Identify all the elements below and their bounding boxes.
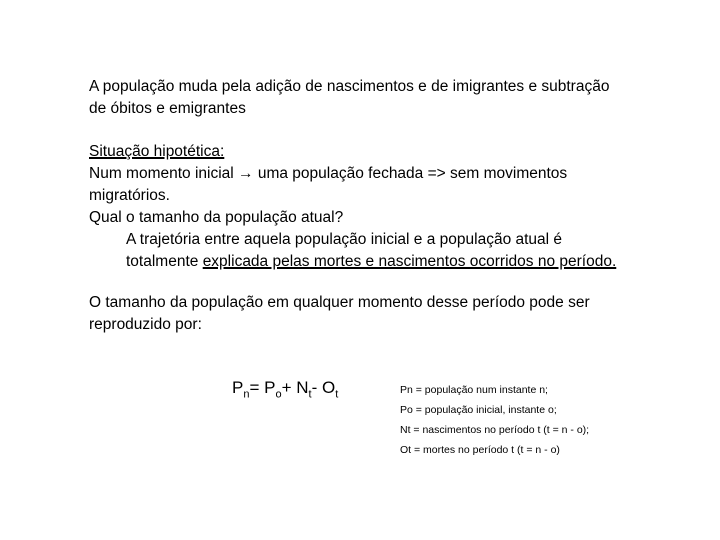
answer-line-2 [126,251,616,273]
answer-line-2b: explicada pelas mortes e nascimentos ocorridos no período. [202,253,617,270]
legend-item: Nt = nascimentos no período t (t = n - o); [400,424,590,436]
conclusion-line-1: O tamanho da população em qualquer momento desse período pode ser [89,294,590,311]
intro-line-1: A população muda pela adição de nascimentos e de imigrantes e subtração [89,78,610,95]
formula-n: n [243,388,250,401]
question: Qual o tamanho da população atual? [89,209,344,226]
situation-heading: Situação hipotética: [89,143,225,160]
answer-line-1: A trajetória entre aquela população inicial e a população atual é [126,231,563,248]
legend-item: Ot = mortes no período t (t = n - o) [400,444,560,456]
formula-t2: t [335,388,339,401]
population-formula [232,378,338,400]
formula-ot: O [321,378,336,397]
formula-p: P [232,378,244,397]
situation-line-2: migratórios. [89,187,170,204]
conclusion-line-2: reproduzido por: [89,316,202,333]
formula-eq: = [249,378,265,397]
intro-line-2: de óbitos e emigrantes [89,100,246,117]
formula-plus: + [281,378,297,397]
answer-line-2a: totalmente [126,253,203,270]
situation-line-1b: uma população fechada => sem movimentos [253,165,568,182]
formula-p0: P [264,378,276,397]
situation-line-1 [89,163,567,185]
formula-t1: t [308,388,312,401]
formula-minus: - [311,378,322,397]
formula-nt: N [296,378,309,397]
situation-line-1a: Num momento inicial [89,165,239,182]
legend-item: Po = população inicial, instante o; [400,404,557,416]
formula-legend [400,380,589,460]
formula-o: o [275,388,282,401]
arrow-right-icon: → [238,165,254,182]
legend-item: Pn = população num instante n; [400,384,548,396]
